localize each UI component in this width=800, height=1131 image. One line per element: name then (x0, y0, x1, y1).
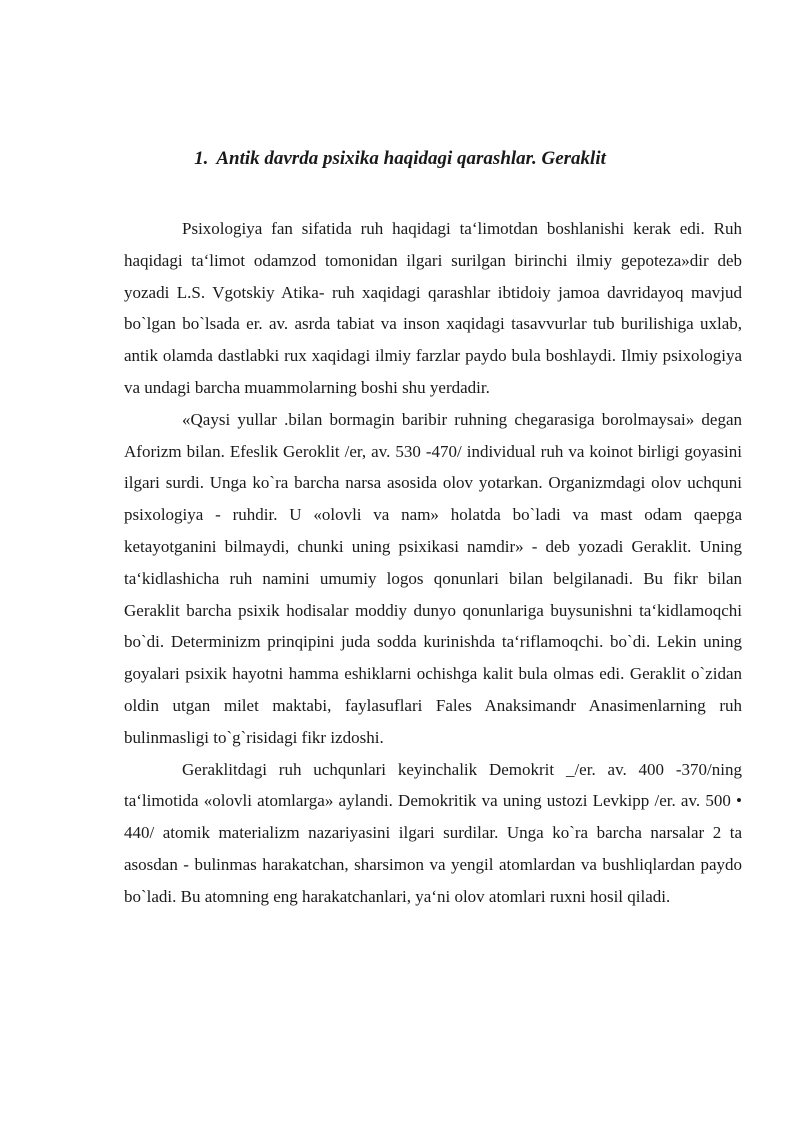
body-text (124, 213, 742, 913)
section-title: Antik davrda psixika haqidagi qarashlar. Geraklit (216, 148, 606, 169)
section-number: 1. (194, 148, 209, 169)
paragraph-3: Geraklitdagi ruh uchqunlari keyinchalik Demokrit _/er. av. 400 -370/ning ta‘limotida «olovli atomlarga» aylandi. Demokritik va uning ustozi Levkipp /er. av. 500 • 440/ atomik materializm nazariyasini ilgari surdilar. Unga ko`ra barcha narsalar 2 ta asosdan - bulinmas harakatchan, sharsimon va yengil atomlardan va bushliqlardan paydo bo`ladi. Bu atomning eng harakatchanlari, ya‘ni olov atomlari ruxni hosil qiladi. (124, 759, 742, 906)
section-heading (0, 146, 800, 172)
paragraph-2: «Qaysi yullar .bilan bormagin baribir ruhning chegarasiga borolmaysai» degan Aforizm bilan. Efeslik Geroklit /er, av. 530 -470/ individual ruh va koinot birligi goyasini ilgari surdi. Unga ko`ra barcha narsa asosida olov yotarkan. Organizmdagi olov uchquni psixologiya - ruhdir. U «olovli va nam» holatda bo`ladi va mast odam qaepga ketayotganini bilmaydi, chunki uning psixikasi namdir» - deb yozadi Geraklit. Uning ta‘kidlashicha ruh namini umumiy logos qonunlari bilan belgilanadi. Bu fikr bilan Geraklit barcha psixik hodisalar moddiy dunyo qonunlariga buysunishni ta‘kidlamoqchi bo`di. Determinizm prinqipini juda sodda kurinishda ta‘riflamoqchi. bo`di. Lekin uning goyalari psixik hayotni hamma eshiklarni ochishga kalit bula olmas edi. Geraklit o`zidan oldin utgan milet maktabi, faylasuflari Fales Anaksimandr Anasimenlarning ruh bulinmasligi to`g`risidagi fikr izdoshi. (124, 409, 742, 747)
paragraph-1: Psixologiya fan sifatida ruh haqidagi ta‘limotdan boshlanishi kerak edi. Ruh haqidagi ta‘limot odamzod tomonidan ilgari surilgan birinchi ilmiy gepoteza»dir deb yozadi L.S. Vgotskiy Atika- ruh xaqidagi qarashlar ibtidoiy jamoa davridayoq mavjud bo`lgan bo`lsada er. av. asrda tabiat va inson xaqidagi tasavvurlar tub burilishiga uxlab, antik olamda dastlabki rux xaqidagi ilmiy farzlar paydo bula boshlaydi. Ilmiy psixologiya va undagi barcha muammolarning boshi shu yerdadir. (124, 219, 742, 397)
